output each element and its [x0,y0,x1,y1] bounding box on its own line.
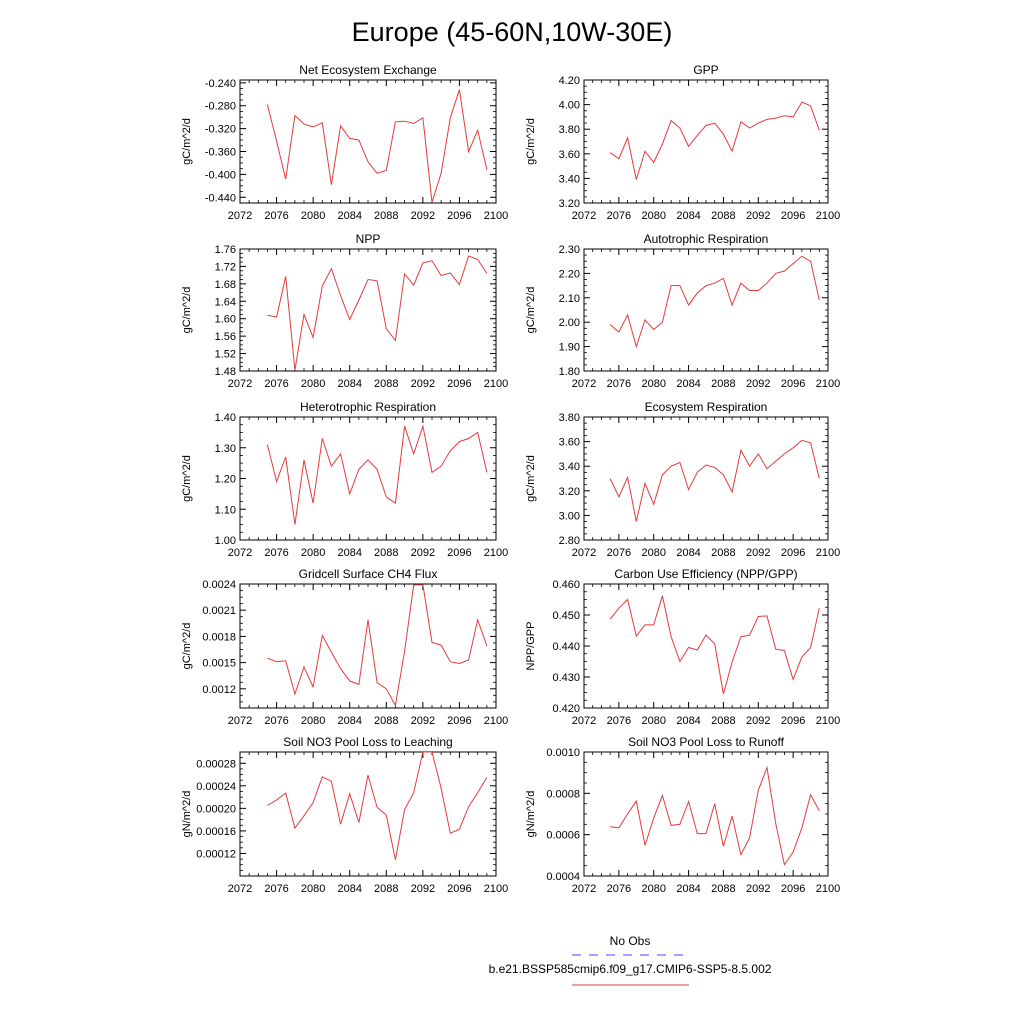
x-tick-label: 2080 [300,378,326,390]
x-tick-label: 2100 [483,715,509,727]
y-tick-label: 2.80 [558,535,580,547]
panel-title: NPP [355,232,381,246]
series-line [610,440,819,521]
x-tick-label: 2080 [300,210,326,222]
panel-1 [181,63,508,222]
series-line [267,426,487,524]
x-tick-label: 2092 [746,547,771,559]
x-tick-label: 2084 [337,210,362,222]
y-tick-label: 0.450 [552,610,580,622]
x-tick-label: 2088 [711,378,736,390]
plot-frame [584,249,828,371]
plot-frame [584,584,828,708]
y-tick-label: 3.20 [558,198,580,210]
y-tick-label: 0.0008 [546,788,580,801]
x-tick-label: 2076 [606,883,632,895]
x-tick-label: 2072 [571,547,597,559]
x-tick-label: 2080 [641,210,666,222]
panel-4 [525,232,840,390]
series-line [267,752,487,860]
x-tick-label: 2080 [300,715,326,727]
x-tick-label: 2076 [264,210,289,222]
x-tick-label: 2092 [410,715,436,727]
x-tick-label: 2072 [227,547,253,559]
panel-title: Ecosystem Respiration [644,400,768,414]
x-tick-label: 2084 [337,547,362,559]
series-line [267,90,487,203]
x-tick-label: 2088 [374,547,399,559]
x-tick-label: 2100 [815,547,841,559]
y-tick-label: 0.0006 [546,829,580,842]
y-tick-label: 2.00 [558,317,580,330]
x-tick-label: 2072 [227,378,253,390]
y-axis-label: gC/m^2/d [525,286,537,334]
x-tick-label: 2088 [711,210,736,222]
x-tick-label: 2096 [780,883,806,895]
y-axis-label: gC/m^2/d [181,286,193,334]
y-axis-label: gC/m^2/d [181,118,193,165]
x-tick-label: 2084 [676,210,701,222]
x-tick-label: 2084 [676,715,701,727]
x-tick-label: 2072 [571,883,597,895]
y-tick-label: 3.40 [558,173,580,186]
x-tick-label: 2088 [711,547,736,559]
x-tick-label: 2080 [300,547,326,559]
x-tick-label: 2088 [711,883,736,895]
x-tick-label: 2080 [641,547,666,559]
x-tick-label: 2076 [606,715,632,727]
plot-frame [240,584,496,708]
y-tick-label: 3.40 [558,461,580,474]
plot-frame [584,752,828,876]
y-tick-label: 0.00016 [196,825,236,838]
y-tick-label: 1.68 [214,278,236,291]
y-axis-label: NPP/GPP [525,621,537,671]
x-tick-label: 2072 [571,715,597,727]
x-tick-label: 2076 [606,547,632,559]
y-axis-label: gC/m^2/d [525,455,537,502]
plot-frame [240,80,496,203]
x-tick-label: 2092 [746,210,771,222]
panel-title: Gridcell Surface CH4 Flux [298,567,438,581]
x-tick-label: 2084 [337,378,362,390]
y-tick-label: 1.56 [214,331,236,344]
x-tick-label: 2072 [227,210,253,222]
y-tick-label: 2.20 [558,268,580,281]
panel-title: Net Ecosystem Exchange [299,63,437,77]
y-tick-label: -0.360 [204,146,236,159]
y-tick-label: 1.00 [214,535,236,547]
x-tick-label: 2080 [300,883,326,895]
y-tick-label: 0.0012 [202,683,236,696]
series-line [610,256,819,346]
panel-title: Soil NO3 Pool Loss to Leaching [283,735,453,749]
y-axis-label: gN/m^2/d [525,790,537,838]
y-tick-label: 1.48 [214,366,236,378]
legend-label-model: b.e21.BSSP585cmip6.f09_g17.CMIP6-SSP5-8.5.002 [488,962,772,976]
x-tick-label: 2096 [780,715,806,727]
x-tick-label: 2080 [641,378,666,390]
y-tick-label: 1.76 [214,244,236,256]
x-tick-label: 2096 [780,547,806,559]
x-tick-label: 2080 [641,715,666,727]
y-tick-label: 0.0018 [202,631,236,644]
x-tick-label: 2096 [447,715,472,727]
y-axis-label: gC/m^2/d [181,622,193,670]
x-tick-label: 2096 [447,210,472,222]
y-tick-label: 1.40 [214,412,236,424]
legend-label-obs: No Obs [609,934,651,948]
legend [489,934,772,985]
panel-10 [525,735,840,895]
figure-title: Europe (45-60N,10W-30E) [351,17,673,47]
x-tick-label: 2072 [571,210,597,222]
y-tick-label: 3.80 [558,412,580,424]
x-tick-label: 2096 [780,378,806,390]
y-tick-label: 0.0015 [202,657,236,670]
plot-frame [584,417,828,540]
x-tick-label: 2088 [374,883,399,895]
y-tick-label: 0.440 [552,641,580,653]
x-tick-label: 2072 [571,378,597,390]
y-tick-label: 0.0010 [546,747,580,759]
x-tick-label: 2100 [483,210,509,222]
x-tick-label: 2072 [227,715,253,727]
plot-frame [240,417,496,540]
x-tick-label: 2100 [483,883,509,895]
y-tick-label: 2.30 [558,244,580,256]
y-tick-label: 3.60 [558,436,580,449]
plot-frame [584,80,828,203]
panel-title: Autotrophic Respiration [643,232,769,246]
x-tick-label: 2092 [746,883,771,895]
y-tick-label: 3.60 [558,148,580,161]
x-tick-label: 2100 [815,883,841,895]
y-axis-label: gC/m^2/d [525,118,537,165]
x-tick-label: 2076 [264,715,289,727]
y-tick-label: 4.00 [558,99,580,112]
x-tick-label: 2084 [337,715,362,727]
x-tick-label: 2092 [746,378,771,390]
x-tick-label: 2088 [374,715,399,727]
panel-9 [181,735,508,895]
y-tick-label: 0.460 [552,579,580,591]
y-tick-label: 0.0024 [202,579,236,591]
y-tick-label: 1.20 [214,473,236,486]
y-tick-label: -0.440 [204,192,236,205]
panel-6 [525,400,840,559]
y-tick-label: 1.72 [214,261,236,274]
x-tick-label: 2076 [606,378,632,390]
x-tick-label: 2092 [410,883,436,895]
x-tick-label: 2088 [711,715,736,727]
x-tick-label: 2100 [815,378,841,390]
x-tick-label: 2096 [780,210,806,222]
panel-7 [181,567,508,727]
x-tick-label: 2096 [447,883,472,895]
series-line [267,256,487,370]
y-tick-label: 3.00 [558,510,580,523]
x-tick-label: 2084 [676,883,701,895]
x-tick-label: 2092 [410,210,436,222]
x-tick-label: 2100 [483,547,509,559]
y-tick-label: 0.00028 [196,758,236,771]
x-tick-label: 2088 [374,210,399,222]
plot-frame [240,752,496,876]
panel-title: Heterotrophic Respiration [299,400,437,414]
y-tick-label: -0.400 [204,169,236,182]
y-tick-label: 1.10 [214,504,236,517]
y-tick-label: 0.430 [552,672,580,684]
x-tick-label: 2096 [447,378,472,390]
y-tick-label: 0.0004 [546,871,580,883]
x-tick-label: 2076 [264,883,289,895]
panel-8 [525,567,840,727]
y-tick-label: 4.20 [558,75,580,87]
x-tick-label: 2100 [815,715,841,727]
panel-title: Soil NO3 Pool Loss to Runoff [628,735,784,749]
y-tick-label: -0.320 [204,123,236,136]
series-line [610,102,819,180]
x-tick-label: 2092 [410,378,436,390]
y-tick-label: 0.00012 [196,848,236,861]
x-tick-label: 2100 [483,378,509,390]
y-axis-label: gC/m^2/d [181,455,193,502]
panel-5 [181,400,508,559]
x-tick-label: 2084 [676,547,701,559]
x-tick-label: 2084 [676,378,701,390]
x-tick-label: 2096 [447,547,472,559]
x-tick-label: 2088 [374,378,399,390]
y-tick-label: 1.90 [558,341,580,354]
x-tick-label: 2084 [337,883,362,895]
panel-title: Carbon Use Efficiency (NPP/GPP) [614,567,798,581]
y-tick-label: 0.0021 [202,605,236,618]
series-line [267,585,487,706]
y-tick-label: 3.20 [558,485,580,498]
y-axis-label: gN/m^2/d [181,790,193,838]
x-tick-label: 2072 [227,883,253,895]
panel-3 [181,232,508,390]
x-tick-label: 2092 [410,547,436,559]
x-tick-label: 2076 [264,378,289,390]
y-tick-label: -0.240 [204,77,236,90]
y-tick-label: -0.280 [204,100,236,113]
x-tick-label: 2080 [641,883,666,895]
x-tick-label: 2076 [606,210,632,222]
y-tick-label: 0.00024 [196,780,236,793]
x-tick-label: 2092 [746,715,771,727]
y-tick-label: 0.420 [552,703,580,715]
y-tick-label: 1.52 [214,348,236,361]
panels [181,63,840,895]
y-tick-label: 0.00020 [196,803,236,816]
y-tick-label: 1.80 [558,366,580,378]
panel-2 [525,63,840,222]
series-line [610,596,819,694]
x-tick-label: 2076 [264,547,289,559]
y-tick-label: 3.80 [558,124,580,137]
y-tick-label: 1.60 [214,313,236,326]
y-tick-label: 2.10 [558,292,580,305]
y-tick-label: 1.64 [214,296,236,309]
series-line [610,768,819,865]
x-tick-label: 2100 [815,210,841,222]
y-tick-label: 1.30 [214,442,236,455]
panel-title: GPP [693,63,719,77]
